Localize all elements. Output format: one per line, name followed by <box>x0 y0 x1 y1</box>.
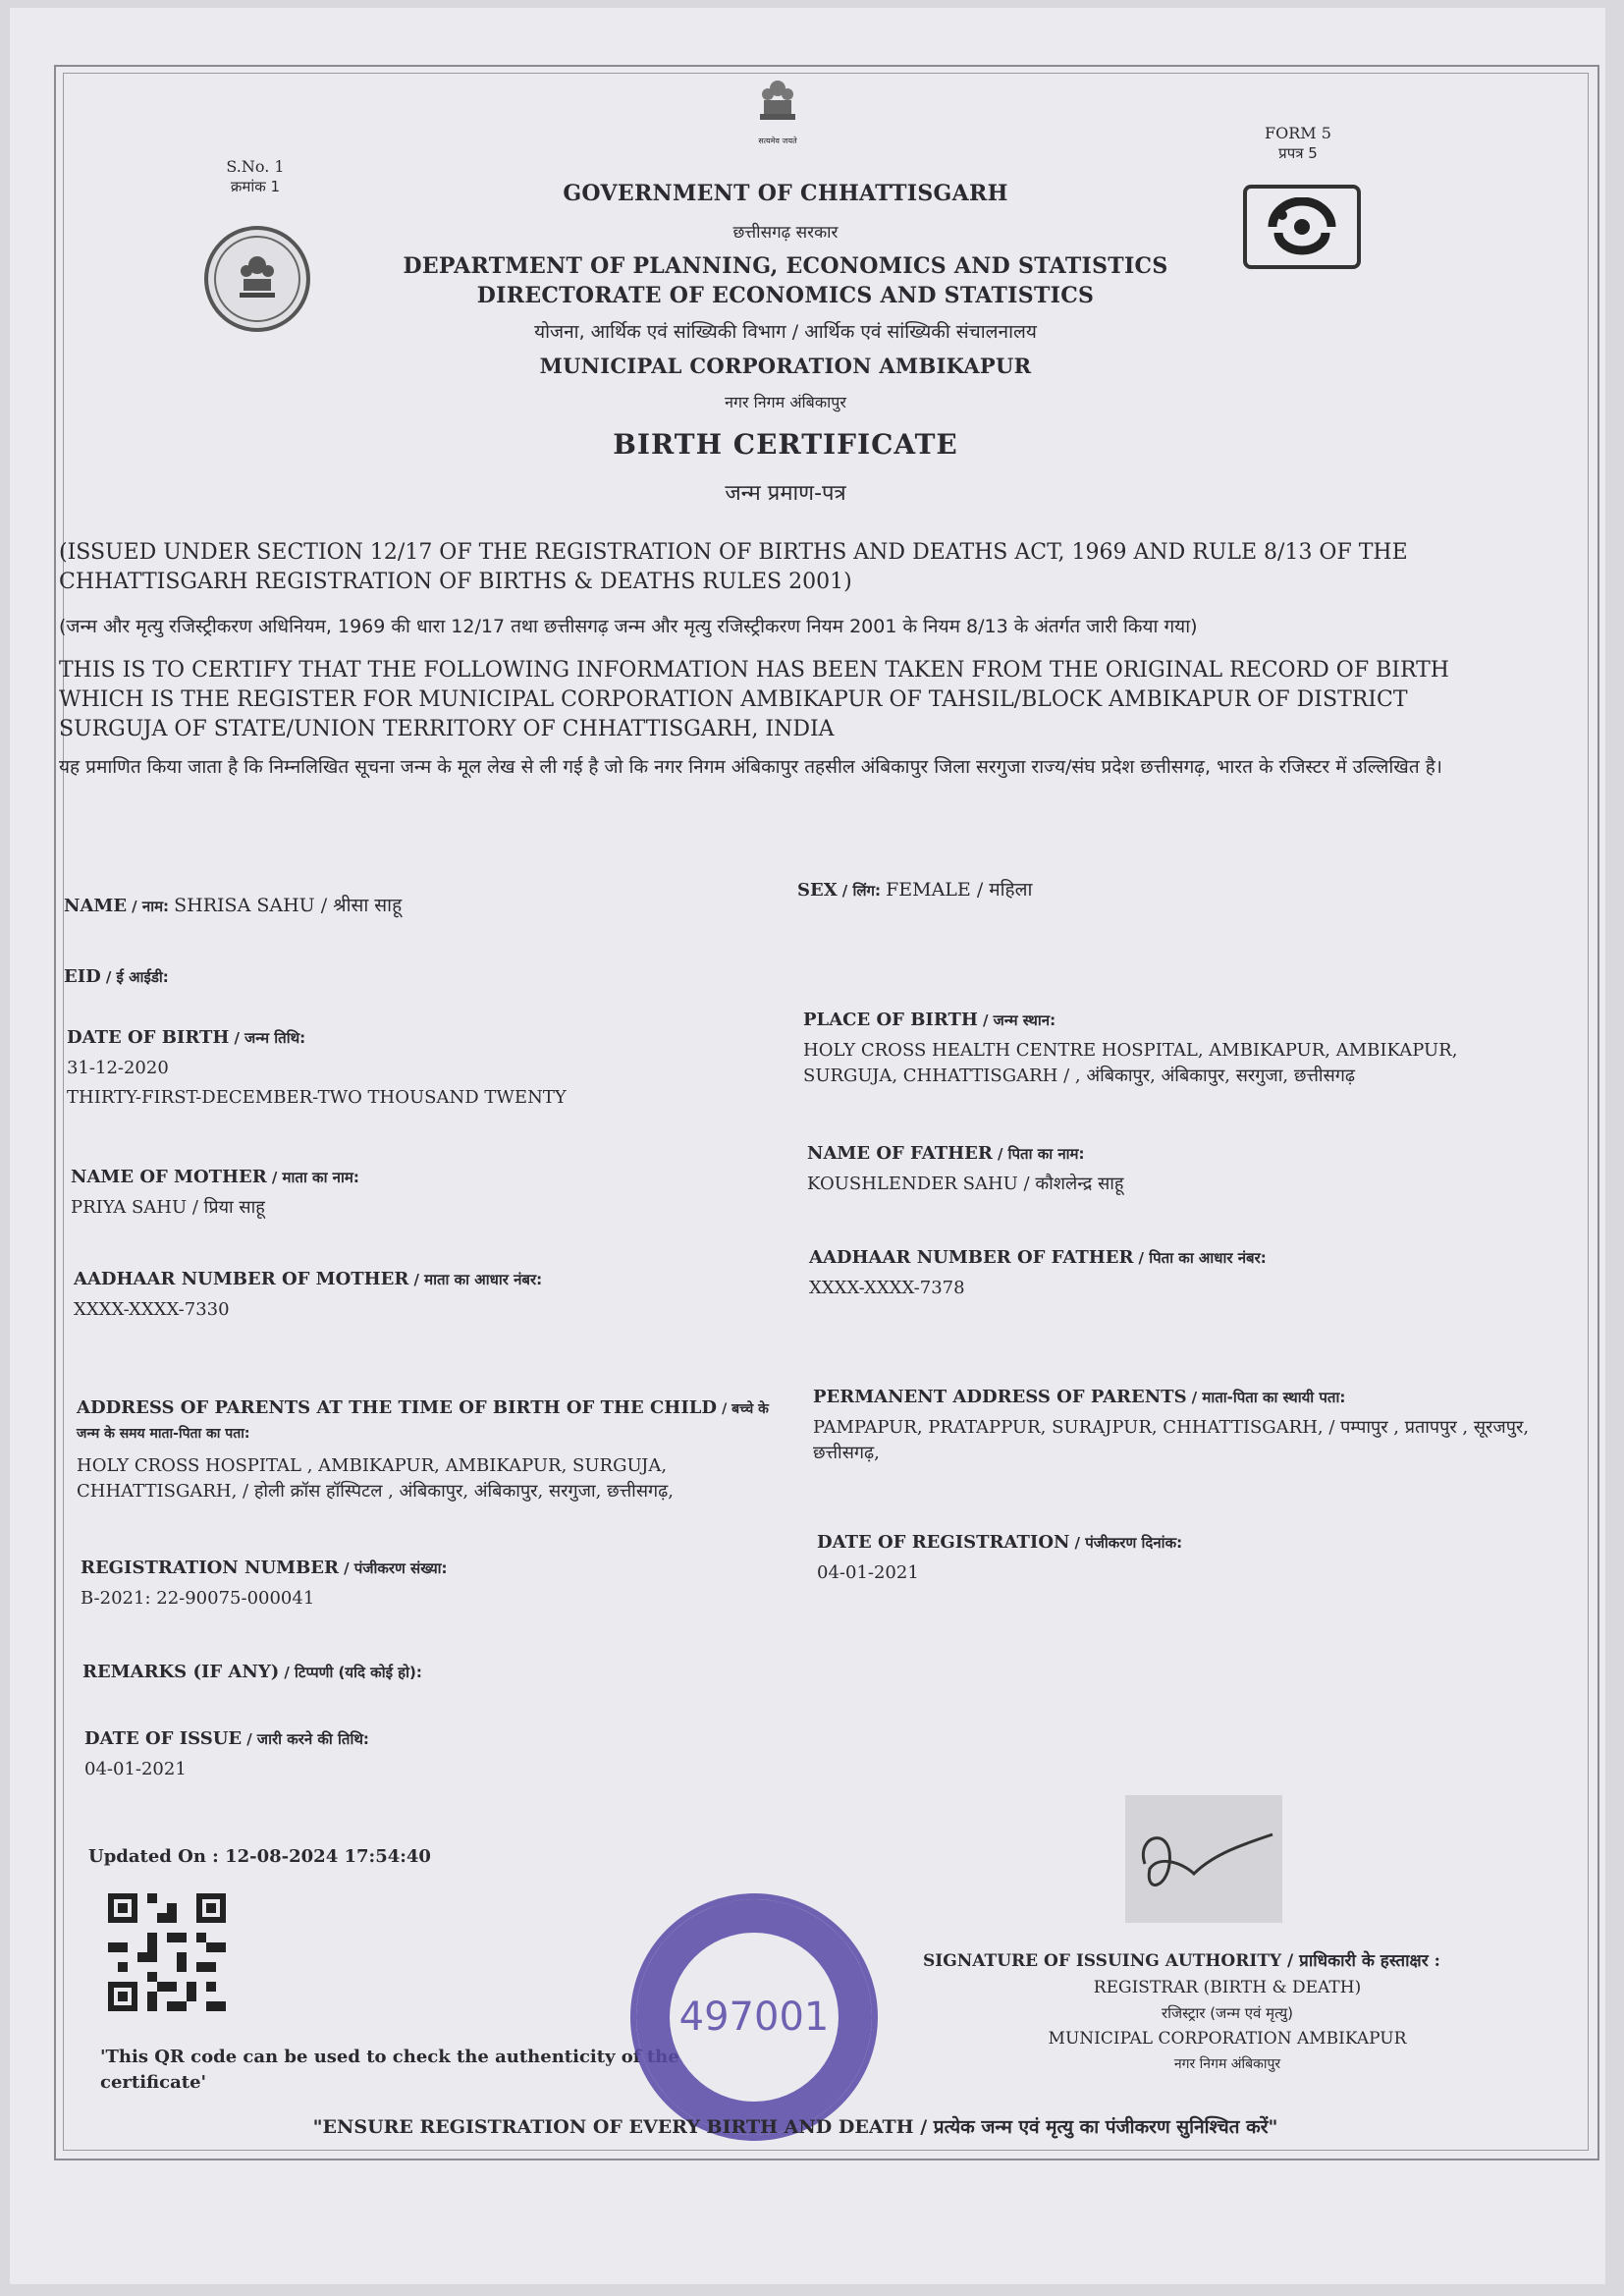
field-name-label-hi: / नाम: <box>132 898 170 915</box>
field-registration-number-label: REGISTRATION NUMBER <box>81 1558 339 1578</box>
field-name-value: SHRISA SAHU / श्रीसा साहू <box>174 895 403 916</box>
updated-on: Updated On : 12-08-2024 17:54:40 <box>88 1846 431 1867</box>
registrar-block <box>952 1978 1502 2073</box>
field-address-birth-label-hi: / बच्चे के जन्म के समय माता-पिता का पता: <box>77 1401 769 1442</box>
municipal-title: MUNICIPAL CORPORATION AMBIKAPUR <box>539 354 1032 378</box>
certificate-title-hi: जन्म प्रमाण-पत्र <box>725 481 846 506</box>
field-registration-number <box>81 1558 768 1612</box>
field-aadhaar-mother-value: XXXX-XXXX-7330 <box>74 1299 230 1320</box>
field-eid-label: EID <box>64 966 101 987</box>
department-title: DEPARTMENT OF PLANNING, ECONOMICS AND STATISTICS <box>403 253 1168 279</box>
field-date-of-issue-label: DATE OF ISSUE <box>84 1728 243 1749</box>
field-address-birth-value: HOLY CROSS HOSPITAL , AMBIKAPUR, AMBIKAPUR, SURGUJA, CHHATTISGARH, / होली क्रॉस हॉस्पिटल , अंबिकापुर, अंबिकापुर, सरगुजा, छत्तीसगढ़, <box>77 1455 674 1502</box>
certificate-paper <box>10 8 1605 2284</box>
field-date-of-registration <box>817 1532 1504 1586</box>
field-date-of-issue-label-hi: / जारी करने की तिथि: <box>246 1730 369 1748</box>
signature-mark <box>1125 1795 1282 1923</box>
national-emblem-icon <box>748 77 807 146</box>
field-aadhaar-mother-label: AADHAAR NUMBER OF MOTHER <box>74 1269 409 1289</box>
field-date-of-issue <box>84 1728 772 1782</box>
field-dob <box>67 1027 754 1111</box>
field-registration-number-label-hi: / पंजीकरण संख्या: <box>344 1559 448 1577</box>
ensure-registration-note: "ENSURE REGISTRATION OF EVERY BIRTH AND DEATH / प्रत्येक जन्म एवं मृत्यु का पंजीकरण सुनिश्चित करें" <box>312 2116 1278 2138</box>
field-dob-value: 31-12-2020 <box>67 1058 169 1078</box>
serial-number-en: S.No. 1 <box>226 157 285 176</box>
directorate-title: DIRECTORATE OF ECONOMICS AND STATISTICS <box>476 283 1095 308</box>
state-seal-icon <box>204 226 310 332</box>
field-remarks <box>82 1662 770 1682</box>
municipal-title-hi: नगर निगम अंबिकापुर <box>725 393 846 411</box>
field-aadhaar-father-value: XXXX-XXXX-7378 <box>809 1278 965 1298</box>
field-sex-value: FEMALE / महिला <box>886 879 1033 901</box>
serial-number <box>206 157 304 196</box>
field-place-of-birth <box>803 1010 1530 1089</box>
field-remarks-label-hi: / टिप्पणी (यदि कोई हो): <box>284 1664 422 1681</box>
registrar-municipal-hi: नगर निगम अंबिकापुर <box>1173 2056 1281 2072</box>
certify-text-hi: यह प्रमाणित किया जाता है कि निम्नलिखित सूचना जन्म के मूल लेख से ली गई है जो कि नगर निगम अंबिकापुर तहसील अंबिकापुर जिला सरगुजा राज्य/संघ प्रदेश छत्तीसगढ़, भारत के रजिस्टर में उल्लिखित है। <box>59 756 1442 778</box>
qr-code-icon[interactable] <box>108 1893 226 2011</box>
issued-under-text: (ISSUED UNDER SECTION 12/17 OF THE REGISTRATION OF BIRTHS AND DEATHS ACT, 1969 AND RULE 8/13 OF THE CHHATTISGARH REGISTRATION OF BIRTHS & DEATHS RULES 2001) <box>59 540 1408 594</box>
field-aadhaar-father <box>809 1247 1496 1301</box>
signature-label: SIGNATURE OF ISSUING AUTHORITY / प्राधिकारी के हस्ताक्षर : <box>923 1951 1440 1971</box>
field-aadhaar-father-label: AADHAAR NUMBER OF FATHER <box>809 1247 1134 1268</box>
field-sex-label: SEX <box>797 880 838 901</box>
field-date-of-issue-value: 04-01-2021 <box>84 1759 187 1779</box>
field-dob-label: DATE OF BIRTH <box>67 1027 230 1048</box>
field-date-of-registration-value: 04-01-2021 <box>817 1562 919 1583</box>
field-aadhaar-mother <box>74 1269 761 1323</box>
field-registration-number-value: B-2021: 22-90075-000041 <box>81 1588 315 1609</box>
certificate-title: BIRTH CERTIFICATE <box>613 428 958 461</box>
registrar-title: REGISTRAR (BIRTH & DEATH) <box>1093 1978 1362 1997</box>
field-aadhaar-mother-label-hi: / माता का आधार नंबर: <box>413 1271 543 1288</box>
emblem-caption: सत्यमेव जयते <box>758 137 797 145</box>
certify-text: THIS IS TO CERTIFY THAT THE FOLLOWING INFORMATION HAS BEEN TAKEN FROM THE ORIGINAL RECORD OF BIRTH WHICH IS THE REGISTER FOR MUNICIPAL CORPORATION AMBIKAPUR OF TAHSIL/BLOCK AMBIKAPUR OF DISTRICT SURGUJA OF STATE/UNION TERRITORY OF CHHATTISGARH, INDIA <box>59 658 1449 741</box>
signature-image <box>1125 1795 1282 1923</box>
field-date-of-registration-label: DATE OF REGISTRATION <box>817 1532 1070 1553</box>
form-number-en: FORM 5 <box>1265 124 1331 142</box>
field-address-permanent-label-hi: / माता-पिता का स्थायी पता: <box>1191 1389 1346 1406</box>
municipal-stamp-icon <box>630 1893 878 2141</box>
serial-number-hi: क्रमांक 1 <box>230 178 281 195</box>
field-eid-label-hi: / ई आईडी: <box>105 968 169 986</box>
field-place-of-birth-value: HOLY CROSS HEALTH CENTRE HOSPITAL, AMBIKAPUR, AMBIKAPUR, SURGUJA, CHHATTISGARH / , अंबिकापुर, अंबिकापुर, सरगुजा, छत्तीसगढ़ <box>803 1040 1458 1086</box>
form-number <box>1249 124 1347 163</box>
field-father <box>807 1143 1494 1197</box>
field-place-of-birth-label: PLACE OF BIRTH <box>803 1010 978 1030</box>
field-name <box>64 892 751 917</box>
stamp-number: 497001 <box>678 1995 830 2040</box>
field-address-birth-label: ADDRESS OF PARENTS AT THE TIME OF BIRTH OF THE CHILD <box>77 1397 717 1418</box>
field-mother-label-hi: / माता का नाम: <box>271 1169 359 1186</box>
government-title: GOVERNMENT OF CHHATTISGARH <box>563 181 1008 206</box>
field-date-of-registration-label-hi: / पंजीकरण दिनांक: <box>1074 1534 1183 1552</box>
field-father-label-hi: / पिता का नाम: <box>997 1145 1085 1163</box>
registrar-title-hi: रजिस्ट्रार (जन्म एवं मृत्यु) <box>1161 2004 1294 2022</box>
field-sex-label-hi: / लिंग: <box>841 882 881 900</box>
field-place-of-birth-label-hi: / जन्म स्थान: <box>982 1011 1056 1029</box>
field-sex <box>797 876 1485 902</box>
field-dob-words: THIRTY-FIRST-DECEMBER-TWO THOUSAND TWENTY <box>67 1087 567 1108</box>
government-title-hi: छत्तीसगढ़ सरकार <box>732 223 839 243</box>
field-eid <box>64 966 751 987</box>
qr-note: 'This QR code can be used to check the authenticity of the certificate' <box>100 2047 679 2093</box>
field-name-label: NAME <box>64 896 128 916</box>
field-address-birth <box>77 1396 774 1504</box>
registrar-municipal: MUNICIPAL CORPORATION AMBIKAPUR <box>1048 2029 1407 2049</box>
form-number-hi: प्रपत्र 5 <box>1278 144 1318 162</box>
inner-border <box>63 73 1589 2151</box>
field-aadhaar-father-label-hi: / पिता का आधार नंबर: <box>1138 1249 1267 1267</box>
field-father-label: NAME OF FATHER <box>807 1143 993 1164</box>
field-address-permanent <box>813 1387 1540 1466</box>
issued-under-text-hi: (जन्म और मृत्यु रजिस्ट्रीकरण अधिनियम, 1969 की धारा 12/17 तथा छत्तीसगढ़ जन्म और मृत्यु रजिस्ट्रीकरण नियम 2001 के नियम 8/13 के अंतर्गत जारी किया गया) <box>59 616 1198 637</box>
field-address-permanent-label: PERMANENT ADDRESS OF PARENTS <box>813 1387 1187 1407</box>
department-title-hi: योजना, आर्थिक एवं सांख्यिकी विभाग / आर्थिक एवं सांख्यिकी संचालनालय <box>534 321 1037 343</box>
field-mother <box>71 1167 758 1221</box>
field-remarks-label: REMARKS (IF ANY) <box>82 1662 280 1682</box>
field-address-permanent-value: PAMPAPUR, PRATAPPUR, SURAJPUR, CHHATTISGARH, / पम्पापुर , प्रतापपुर , सूरजपुर, छत्तीसगढ़, <box>813 1417 1530 1463</box>
field-mother-value: PRIYA SAHU / प्रिया साहू <box>71 1197 265 1218</box>
field-mother-label: NAME OF MOTHER <box>71 1167 267 1187</box>
field-dob-label-hi: / जन्म तिथि: <box>234 1029 306 1047</box>
field-father-value: KOUSHLENDER SAHU / कौशलेन्द्र साहू <box>807 1174 1124 1194</box>
